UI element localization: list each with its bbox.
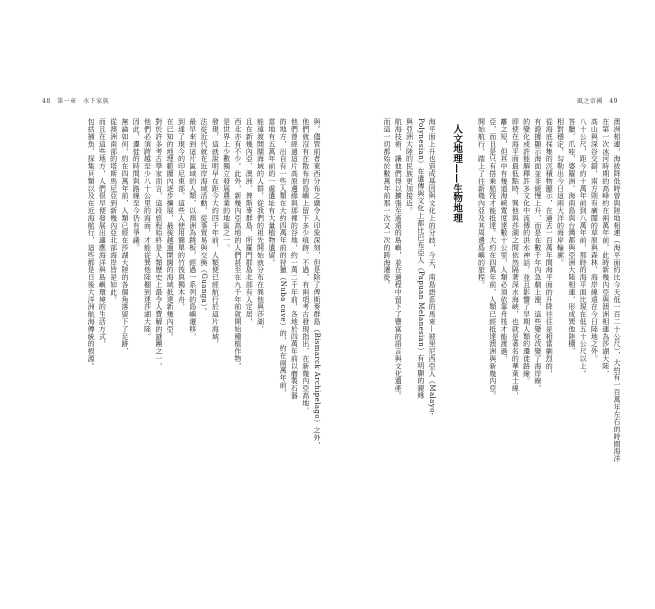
text-column: 海平面上升也造成基因與文化上的分歧，今天，南島語系的馬來—玻里尼西亞人（Malayo- bbox=[428, 118, 437, 416]
text-column: 答臘、爪哇、婆羅洲、海南島與台灣都與亞洲大陸相連，形成巽他陸棚， bbox=[567, 118, 576, 355]
text-column: 發現，這就說明早在距今大約四千年前，人類便已經航行於這片海域， bbox=[211, 118, 220, 348]
text-column: 而這一切都始於數萬年前那一次又一次的跨海遷徙。 bbox=[382, 118, 391, 289]
text-column: 他們必須跨越至少八十公里的海面，才能從巽他陸棚到達莎湖大陸。 bbox=[143, 118, 152, 340]
text-column: 航海技術，讓他們得以擴張至遙遠的島嶼，並在過程中留下了豐富的語言與文化遺產。 bbox=[394, 118, 403, 400]
text-column: 即使在海平面最低點時，巽他與莎湖之間依然隔著深水海峽，也就是著名的華萊士線， bbox=[511, 118, 520, 400]
text-column: 離之短，但其中有幾道海峽寬度達數十公里，人類必須依靠舟筏才能渡過， bbox=[500, 118, 509, 363]
text-column: 的地方，出自有一些人類在大約四萬年前的狩獵（Nuba cave）的，約在兩萬年前， bbox=[279, 118, 288, 397]
column-gap bbox=[467, 118, 475, 524]
text-column: 到達了現今的印尼東部。這些人使用簡單的竹筏與獨木舟， bbox=[177, 118, 186, 311]
section-heading: 人文地理——生物地理 bbox=[451, 124, 463, 223]
left-page bbox=[38, 96, 322, 524]
text-column: 西北亦有不少。此外，新幾內亞高地的人們甚至在九千年前就開始種植作物， bbox=[233, 118, 242, 370]
text-column: 且在新幾內亞、澳洲、俾斯麥群島、所羅門群島北部有人定居， bbox=[245, 118, 254, 326]
text-column: 澳洲相連，海拔降低時曾與陸地相連（海平面約比今天低一百二十公尺），大約有一百萬年左右的時間海洋 bbox=[613, 118, 621, 463]
text-column: 高山與深谷交錯，南方則有廣闊的草原與森林，海岸線遠在今日陸地之外。 bbox=[590, 118, 599, 363]
right-page bbox=[342, 96, 622, 524]
text-column: 而且在這些地方，人們很早便發展出適應海洋與島嶼環境的生活方式， bbox=[98, 118, 107, 348]
text-column: 的變化或許能解釋許多文化中流傳的洪水神話，並且影響了早期人類的遷徙路線。 bbox=[522, 118, 531, 385]
column-gap bbox=[437, 118, 445, 524]
text-column: 當地有五萬年前的一處遺址有大量植物遺留。 bbox=[267, 118, 276, 266]
text-column: 從澳洲南部的塔斯馬尼亞到新幾內亞北部海岸皆是如此。 bbox=[109, 118, 118, 303]
text-column: 與。儘管前者東西分布之廣令人印象深刻，但是除了俾斯麥群島（Bismarck Archipelago）之外， bbox=[313, 118, 321, 449]
text-column: 最早來到這片區域的人類，以澳洲為跳板，經過一系列的島嶼遷移， bbox=[188, 118, 197, 340]
page-header-right: 風之帝國 49 bbox=[576, 98, 618, 105]
text-column: 在已知的地理範圍內逐步擴展，最後越過開闊的海域抵達新幾內亞。 bbox=[166, 118, 175, 340]
text-column: Polynesian）在遺傳與文化上都比巴布亞人（Papuan Melanesian）有明顯的親緣 bbox=[416, 118, 425, 399]
text-column: 法從近代就在近岸海域活動，從事貿易與交換（Guanga）。 bbox=[200, 118, 209, 315]
text-column: 無論如何，約在四萬年前，人類已經在莎湖大陸的各個角落留下了足跡， bbox=[120, 118, 129, 355]
text-columns-right bbox=[342, 118, 622, 524]
text-column: 在第一次冰河時期的高峰約在兩萬年前，此時新幾內亞與澳洲相連為莎湖大陸， bbox=[601, 118, 610, 377]
text-column: 八十公尺，距今約十萬年前到八萬年前，那時的海平面比現在低五十公尺以上。 bbox=[579, 118, 588, 377]
text-column: 包括捕魚、採集貝類以及在近海航行，這些都是日後大洋洲航海傳統的根源。 bbox=[87, 118, 96, 370]
text-column: 與亞洲大陸的民族更加接近。 bbox=[405, 118, 414, 215]
text-column: 能遠渡開闊海域的人群，從我們的祖先開始就分布在巽他與莎湖， bbox=[256, 118, 265, 333]
text-column: 他們曾經過這片高原邊緣與那裡的谷地，約一萬二千年前，各地於四萬年前以磨製石器 bbox=[290, 118, 299, 400]
text-column: 開始航行，踏上了往新幾內亞及其周邊島嶼的旅程。 bbox=[477, 118, 486, 289]
text-column: 從海底採集的沉積物顯示，在過去一百萬年間海平面的升降往往是相當劇烈的， bbox=[545, 118, 554, 377]
text-column: 是世界上少數獨立發展農業的地區之一。 bbox=[222, 118, 231, 252]
text-column: 有證據顯示海面並非緩慢上升，而是在數千年內急劇上漲，這些變化改變了海岸線。 bbox=[533, 118, 542, 392]
text-columns-left bbox=[38, 118, 322, 524]
text-column: 他們就沒有在散布的島嶼上留下多少痕跡。不過，有兩項考古發現指出，在新幾內亞高地， bbox=[301, 118, 310, 414]
text-column: 對於許多考古學家而言，這段旅程始終是人類歷史上最令人費解的謎團之一， bbox=[154, 118, 163, 370]
book-spread bbox=[38, 96, 622, 524]
page-header-left: 48 第一章 水下家族 bbox=[42, 98, 110, 105]
text-column: 因此，遷徙的時間與路線至今仍有爭議。 bbox=[132, 118, 141, 252]
text-column: 相對穩定，勾勒出今日這兩大洋的海岸輪廓。 bbox=[556, 118, 565, 266]
text-column: 亞，而且是只有搭乘船筏才能抵達。大約在四萬年前，人類已經抵達澳洲與新幾內亞。 bbox=[488, 118, 497, 400]
